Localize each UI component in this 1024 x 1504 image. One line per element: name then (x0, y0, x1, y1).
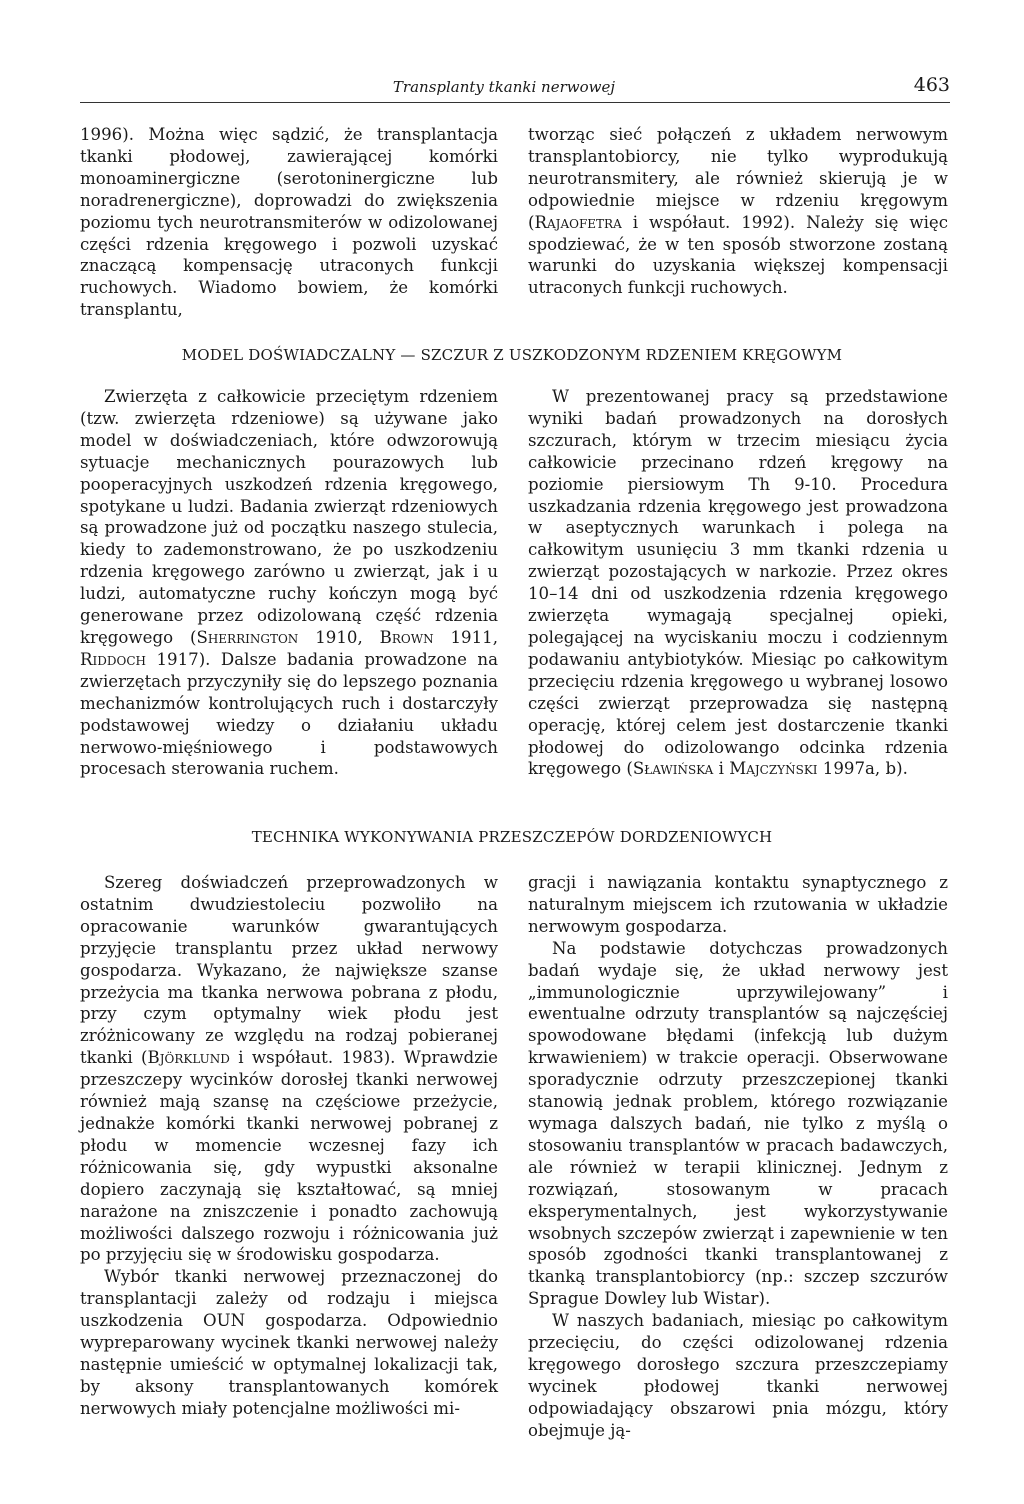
citation-author: Björklund (147, 1048, 230, 1068)
citation-author: Sherrington (196, 627, 299, 647)
section2-right-paragraph-1: gracji i nawiązania kontaktu synaptycznego z naturalnym miejscem ich rzutowania w układzie nerwowym gospodarza. (528, 873, 948, 936)
citation-author: Sławińska (632, 759, 714, 779)
intro-left-column (80, 124, 498, 321)
citation-author: Riddoch (80, 649, 146, 669)
text-span: i współaut. 1983). Wprawdzie przeszczepy wycinków dorosłej tkanki nerwowej również mają szansę na częściowe przeżycie, jednakże komórki tkanki nerwowej pobranej z płodu w momencie wczesnej fazy ich różnicowania się, gdy wypustki aksonalne dopiero zaczynają się kształtować, są mniej narażone na zniszczenie i ponadto zachowują możliwości dalszego rozwoju i różnicowania już po przyjęciu się w środowisku gospodarza. (80, 1048, 498, 1265)
text-span: 1917). Dalsze badania prowadzone na zwierzętach przyczyniły się do lepszego poznania mechanizmów kontrolujących ruch i dostarczyły podstawowej wiedzy o działaniu układu nerwowo-mięśniowego i podstawowych procesach sterowania ruchem. (80, 649, 498, 779)
section-heading-model: MODEL DOŚWIADCZALNY — SZCZUR Z USZKODZONYM RDZENIEM KRĘGOWYM (181, 346, 843, 364)
text-span: 1997a, b). (817, 759, 908, 779)
running-title: Transplanty tkanki nerwowej (392, 78, 615, 96)
citation-author: Brown (379, 627, 434, 647)
section2-left-paragraph-2: Wybór tkanki nerwowej przeznaczonej do transplantacji zależy od rodzaju i miejsca uszkodzenia OUN gospodarza. Odpowiednio wypreparowany wycinek tkanki nerwowej należy następnie umieścić w optymalnej lokalizacji tak, by aksony transplantowanych komórek nerwowych miały potencjalne możliwości mi- (80, 1267, 498, 1418)
text-span: tworząc sieć połączeń z układem nerwowym transplantobiorcy, nie tylko wyprodukują neurotransmitery, ale również skierują je w odpowiednie miejsce w rdzeniu kręgowym ( (528, 125, 948, 232)
citation-author: Rajaofetra (534, 212, 622, 232)
section1-right-column (528, 386, 948, 780)
section1-left-paragraph (80, 386, 498, 780)
section2-right-column (528, 872, 948, 1442)
section-heading-technique: TECHNIKA WYKONYWANIA PRZESZCZEPÓW DORDZENIOWYCH (251, 828, 773, 846)
section2-left-paragraph-1 (80, 872, 498, 1266)
section1-right-paragraph (528, 386, 948, 780)
section2-right-paragraph-3: W naszych badaniach, miesiąc po całkowitym przecięciu, do części odizolowanej rdzenia kręgowego dorosłego szczura przeszczepiamy wycinek płodowej tkanki nerwowej odpowiadający obszarowi pnia mózgu, który obejmuje ją- (528, 1311, 948, 1440)
text-span: i (713, 759, 730, 779)
text-span: i współaut. 1992). Należy się więc spodziewać, że w ten sposób stworzone zostaną warunki do uzyskania większej kompensacji utraconych funkcji ruchowych. (528, 212, 948, 298)
intro-left-paragraph: 1996). Można więc sądzić, że transplantacja tkanki płodowej, zawierającej komórki monoaminergiczne (serotoninergiczne lub noradrenergiczne), doprowadzi do zwiększenia poziomu tych neurotransmiterów w odizolowanej części rdzenia kręgowego i pozwoli uzyskać znaczącą kompensację utraconych funkcji ruchowych. Wiadomo bowiem, że komórki transplantu, (80, 125, 498, 320)
text-span: Szereg doświadczeń przeprowadzonych w ostatnim dwudziestoleciu pozwoliło na opracowanie warunków gwarantujących przyjęcie transplantu przez układ nerwowy gospodarza. Wykazano, że największe szanse przeżycia ma tkanka nerwowa pobrana z płodu, przy czym optymalny wiek płodu jest zróżnicowany ze względu na rodzaj pobieranej tkanki ( (80, 873, 498, 1068)
text-span: W prezentowanej pracy są przedstawione wyniki badań prowadzonych na dorosłych szczurach, którym w trzecim miesiącu życia całkowicie przecinano rdzeń kręgowy na poziomie piersiowym Th 9-10. Procedura uszkadzania rdzenia kręgowego jest prowadzona w aseptycznych warunkach i polega na całkowitym usunięciu 3 mm tkanki rdzenia u zwierząt pozostających w narkozie. Przez okres 10–14 dni od uszkodzenia rdzenia kręgowego zwierzęta wymagają specjalnej opieki, polegającej na wyciskaniu moczu i codziennym podawaniu antybiotyków. Miesiąc po całkowitym przecięciu rdzenia kręgowego u wybranej losowo części zwierząt przeprowadza się następną operację, której celem jest dostarczenie tkanki płodowej do odizolowango odcinka rdzenia kręgowego ( (528, 387, 948, 779)
citation-author: Majczyński (729, 759, 818, 779)
text-span: 1910, (298, 627, 380, 647)
page-header (80, 76, 950, 103)
section2-left-column (80, 872, 498, 1420)
text-span: 1911, (433, 627, 499, 647)
page-number: 463 (913, 74, 950, 96)
intro-right-paragraph (528, 124, 948, 299)
text-span: Zwierzęta z całkowicie przeciętym rdzeniem (tzw. zwierzęta rdzeniowe) są używane jako model w doświadczeniach, które odwzorowują sytuacje mechanicznych pourazowych lub pooperacyjnych uszkodzeń rdzenia kręgowego, spotykane u ludzi. Badania zwierząt rdzeniowych są prowadzone już od początku naszego stulecia, kiedy to zademonstrowano, że po uszkodzeniu rdzenia kręgowego zarówno u zwierząt, jak i u ludzi, automatyczne ruchy kończyn mogą być generowane przez odizolowaną część rdzenia kręgowego ( (80, 387, 498, 647)
section1-left-column (80, 386, 498, 780)
section2-right-paragraph-2: Na podstawie dotychczas prowadzonych badań wydaje się, że układ nerwowy jest „immunologicznie uprzywilejowany” i ewentualne odrzuty transplantów są najczęściej spowodowane błędami (infekcją lub dużym krwawieniem) w trakcie operacji. Obserwowane sporadycznie odrzuty przeszczepionej tkanki stanowią jednak problem, którego rozwiązanie wymaga dalszych badań, nie tylko z myślą o stosowaniu transplantów w pracach badawczych, ale również w terapii klinicznej. Jednym z rozwiązań, stosowanym w pracach eksperymentalnych, jest wykorzystywanie wsobnych szczepów zwierząt i zapewnienie w ten sposób zgodności tkanki transplantowanej z tkanką transplantobiorcy (np.: szczep szczurów Sprague Dowley lub Wistar). (528, 938, 948, 1309)
intro-right-column (528, 124, 948, 299)
